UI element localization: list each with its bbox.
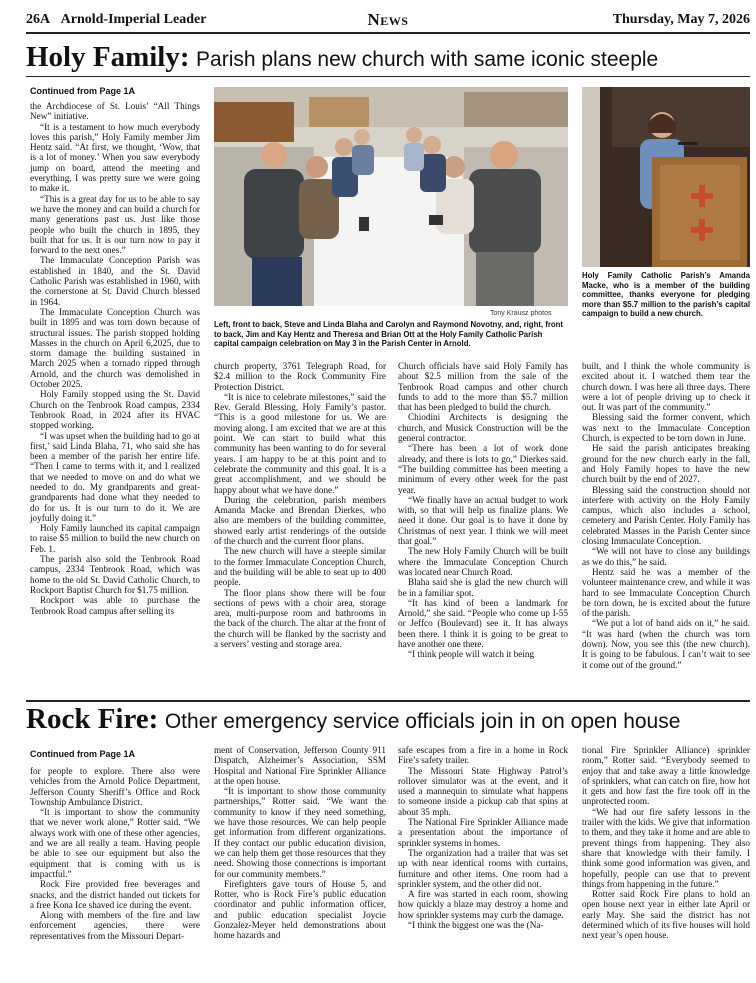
article-paragraph: Chiodini Architects is designing the church, and Musick Construction will be the general contractor. [398,412,568,444]
article-paragraph: “I think the biggest one was the (Na- [408,920,544,931]
main-photo [214,87,568,306]
article-paragraph: The Missouri State Highway Patrol’s rollover simulator was at the event, and it used a mannequin to simulate what happens to someone inside a pickup cab that spins at about 35 mph. [398,765,568,817]
page-header [26,10,750,34]
article-paragraph: “This is a great day for us to be able to say we have the money and can build a church for many generations past us. Just like those people who built the church in 1895, they built that for us. It is our turn now to pay it forward to the next ones.” [30,193,200,256]
page-number: 26A [26,12,51,27]
story1-kicker: Holy Family: [26,41,190,73]
issue-date: Thursday, May 7, 2026 [612,12,750,27]
main-photo-caption: Left, front to back, Steve and Linda Blaha and Carolyn and Raymond Novotny, and, right, front to back, Jim and Kay Hentz and Theresa and Brian Ott at the Holy Family Catholic Parish capital campaign celebration on May 3 in the Parish Center in Arnold. [214,320,564,349]
story2-headline [26,704,680,737]
celebration-photo-illustration [214,87,568,306]
article-paragraph: The new church will have a steeple similar to the former Immaculate Conception Church, and the building will be able to seat up to 400 people. [214,546,386,588]
story1-headline [26,42,658,75]
article-paragraph: Holy Family launched its capital campaign to raise $5 million to build the new church on Feb. 1. [30,523,200,554]
story2-column-3 [398,745,568,930]
article-paragraph: church property, 3761 Telegraph Road, for $2.4 million to the Rock Community Fire Protection District. [214,361,386,392]
story2-column-1 [30,766,200,941]
article-paragraph: He said the parish anticipates breaking ground for the new church early in the fall, and Holy Family hopes to have the new church built by the end of 2027. [582,443,750,485]
article-paragraph: The Immaculate Conception Parish was established in 1840, and the St. David Catholic Parish was established in 1960, with the cornerstone at St. David Church blessed in 1964. [30,255,200,307]
article-paragraph: Along with members of the fire and law enforcement agencies, there were representatives from the Missouri Depart- [30,910,200,941]
article-paragraph: “There has been a lot of work done already, and there is lots to go,” Dierkes said. “The building committee has been meeting a minimum of every other week for the past year. [398,443,568,495]
photo-credit: Tony Krausz photos [490,310,552,317]
side-photo [582,87,750,267]
article-paragraph: “It is a testament to how much everybody loves this parish,” Holy Family member Jim Hentz said. “At first, we thought, ‘Wow, that is a lot of money.’ When you saw everybody jump on board, attend the meeting and everything, I was pretty sure we were going to make it. [30,121,200,194]
article-paragraph: The National Fire Sprinkler Alliance made a presentation about the importance of sprinkler systems in homes. [398,817,568,848]
article-paragraph: “We put a lot of band aids on it,” he said. “It was hard (when the church was torn down). Now, you see this (the new church). It is going to be fabulous. I can’t wait to see it come out of the ground.” [582,618,750,670]
headline-rule [26,76,750,77]
article-paragraph: Rotter said Rock Fire plans to hold an open house next year in either late April or early May. She said the district has not determined which of its five houses will hold next year’s open house. [582,889,750,941]
article-paragraph: The Immaculate Conception Church was built in 1895 and was torn down because of structural issues. The parish stopped holding Masses in the church on April 6,2025, due to storm damage the building sustained in March 2025 when a tornado ripped through Arnold, and the church was demolished in October 2025. [30,306,200,390]
article-paragraph: The floor plans show there will be four sections of pews with a choir area, storage area, multi-purpose room and bathrooms in the back of the church. The altar at the front of the church will be flanked by the sacristy and a servers’ vesting and storage area. [214,587,386,650]
article-paragraph: “We finally have an actual budget to work with, so that will help us finalize plans. We need it done. Our goal is to have it done by Christmas of next year. I think we will meet that goal.” [398,494,568,547]
article-paragraph: “We had our fire safety lessons in the trailer with the kids. We give that information to them, and they take it home and are able to prevent things from happening. They also share that knowledge with their family. I think some good information was given, and hopefully, people can use that to prevent things from happening in the future.” [582,806,750,889]
article-paragraph: “It is nice to celebrate milestones,” said the Rev. Gerald Blessing, Holy Family’s pastor. “This is a good milestone for us. We are moving along. I am excited that we are at this point. We can start to build what this community has been wanting to do for several years. I am happy to be at this point and to celebrate the community and this goal. It is a great accomplishment, and we should be happy about what we have done.” [214,391,386,495]
story2-kicker: Rock Fire: [26,703,159,735]
paper-name: Arnold-Imperial Leader [60,12,207,27]
side-photo-caption: Holy Family Catholic Parish’s Amanda Macke, who is a member of the building committee, thanks everyone for pledging more than $5.7 million to the parish’s capital campaign to build a new church. [582,271,750,319]
article-paragraph: The new Holy Family Church will be built where the Immaculate Conception Church was located near Church Road. [398,546,568,577]
article-paragraph: Blessing said the construction should not interfere with activity on the Holy Family campus, which also includes a school, cemetery and Parish Center. Holy Family has celebrated Masses in the Parish Center since closing Immaculate Conception. [582,484,750,547]
article-paragraph: “It is important to show those community partnerships,” Rotter said. “We want the community to know if they need something, we have those resources. We can help people get information from different organizations. If they contact our public education division, we can help them get those resources that they need. Showing those connections is important for our community members.” [214,786,386,879]
story1-column-3 [398,361,568,660]
story2-subhead: Other emergency service officials join in on open house [164,710,681,733]
article-paragraph: The parish also sold the Tenbrook Road campus, 2334 Tenbrook Road, which was home to the old St. David Catholic Church, to Rockport Baptist Church for $1.75 million. [30,554,200,595]
article-paragraph: During the celebration, parish members Amanda Macke and Brendan Dierkes, who also are members of the building committee, showed early artist renderings of the outside of the church and the current floor plans. [214,494,386,547]
article-paragraph: “I think people will watch it being [408,649,535,660]
story1-column-1 [30,101,200,616]
article-paragraph: “It has kind of been a landmark for Arnold,” she said. “People who come up I-55 or Jeffco (Boulevard) see it. It has always been there. I think it is going to be great to have another one there. [398,597,568,650]
story2-column-4 [582,745,750,941]
story-divider [26,700,750,702]
article-paragraph: Holy Family stopped using the St. David Church on the Tenbrook Road campus, 2334 Tenbrook Road, in 2024 after its HVAC stopped working. [30,389,200,431]
story2-continued: Continued from Page 1A [30,749,136,759]
article-paragraph: The organization had a trailer that was set up with near identical rooms with curtains, furniture and other items. One room had a sprinkler system, and the other did not. [398,847,568,889]
article-paragraph: Blessing said the former convent, which was next to the Immaculate Conception Church, is expected to be torn down in June. [582,412,750,444]
article-paragraph: safe escapes from a fire in a home in Rock Fire’s safety trailer. [398,745,568,766]
article-paragraph: A fire was started in each room, showing how quickly a blaze may destroy a home and how sprinkler systems may curb the damage. [398,889,568,920]
article-paragraph: built, and I think the whole community is excited about it. I watched them tear the church down. I was here all three days. There were a lot of people driving up to check it out. It was part of the community.” [582,361,750,413]
section-name: News [367,10,409,29]
article-paragraph: Church officials have said Holy Family has about $2.5 million from the sale of the Tenbrook Road campus and other church funds to add to the more than $5.7 million that has been pledged to build the church. [398,361,568,413]
story2-column-2 [214,745,386,941]
article-paragraph: tional Fire Sprinkler Alliance) sprinkler room,” Rotter said. “Everybody seemed to enjoy that and take away a little knowledge of sprinklers, what can catch on fire, how hot it gets and how fast the fire took off in the unprotected room. [582,745,750,807]
article-paragraph: Rock Fire provided free beverages and snacks, and the district handed out tickets for a free Kona Ice shaved ice during the event. [30,879,200,910]
article-paragraph: ment of Conservation, Jefferson County 911 Dispatch, Alzheimer’s Association, SSM Hospital and National Fire Sprinkler Alliance at the open house. [214,745,386,786]
article-paragraph: Firefighters gave tours of House 5, and Rotter, who is Rock Fire’s public education coordinator and public information officer, and public education specialist Joycie Gonzalez-Meyer held demonstrations about home hazards and [214,878,386,941]
article-paragraph: Hentz said he was a member of the volunteer maintenance crew, and while it was hard to see Immaculate Conception Church be torn down, he is excited about the future of the parish. [582,566,750,619]
story1-column-4 [582,361,750,670]
article-paragraph: the Archdiocese of St. Louis’ “All Things New” initiative. [30,101,200,122]
article-paragraph: Blaha said she is glad the new church will be in a familiar spot. [398,577,568,598]
story1-column-2 [214,361,386,649]
article-paragraph: for people to explore. There also were vehicles from the Arnold Police Department, Jefferson County Sheriff’s Office and Rock Township Ambulance District. [30,766,200,807]
article-paragraph: “I was upset when the building had to go at first,’ said Linda Blaha, 71, who said she has been a member of the parish her entire life. “Then I came to terms with it, and I realized that we needed to move on and do what we needed to do. My grandparents and great-grandparents had done what they needed to do for us. It is our turn to do it. We are joyfully doing it.” [30,430,200,523]
article-paragraph: Rockport was able to purchase the Tenbrook Road campus after selling its [30,595,200,616]
story1-continued: Continued from Page 1A [30,86,136,96]
story1-subhead: Parish plans new church with same iconic steeple [196,48,659,71]
article-paragraph: “It is important to show the community that we never work alone,” Rotter said. “We always work with one of these other agencies, and we are all really a team. Having people be able to see our equipment but also the equipment that is coming with us is impactful.” [30,807,200,879]
speaker-photo-illustration [582,87,750,267]
article-paragraph: “We will not have to close any buildings as we do this,” he said. [582,546,750,567]
